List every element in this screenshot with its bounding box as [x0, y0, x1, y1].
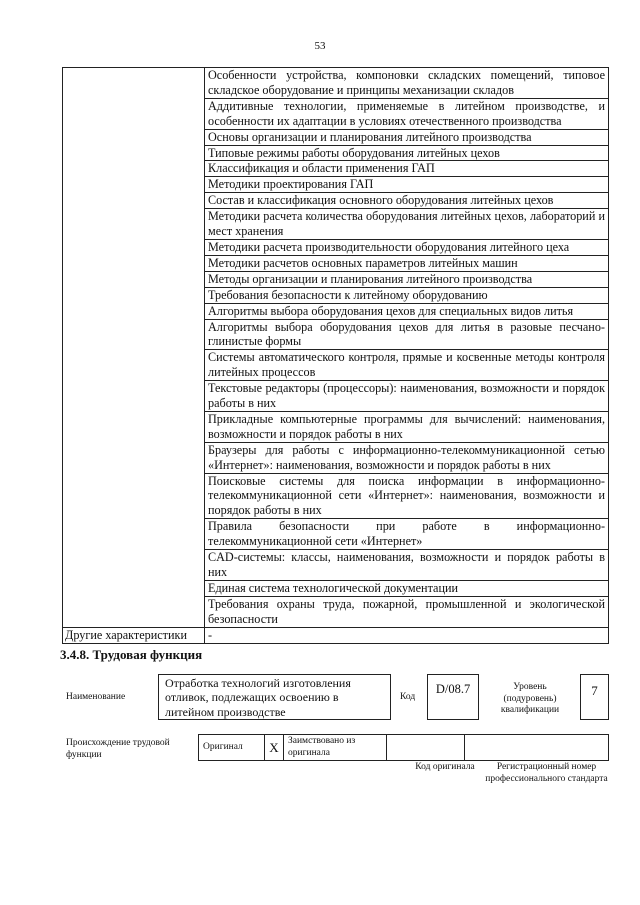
- knowledge-item: Классификация и области применения ГАП: [205, 161, 609, 177]
- function-code-value: D/08.7: [427, 674, 479, 720]
- qualification-level-label: Уровень (подуровень) квалификации: [500, 682, 560, 715]
- other-characteristics-label: Другие характеристики: [63, 627, 205, 643]
- table-row: [63, 68, 609, 99]
- knowledge-item: Методики расчета производительности оборудования литейного цеха: [205, 239, 609, 255]
- knowledge-item: Методики проектирования ГАП: [205, 177, 609, 193]
- name-label: Наименование: [66, 692, 126, 702]
- page-number: 53: [314, 40, 326, 52]
- knowledge-item: Методики расчетов основных параметров литейных машин: [205, 255, 609, 271]
- knowledge-item: Требования безопасности к литейному оборудованию: [205, 287, 609, 303]
- original-code-caption: Код оригинала: [415, 762, 475, 772]
- original-code-cell: [387, 735, 465, 761]
- knowledge-item: Алгоритмы выбора оборудования цехов для специальных видов литья: [205, 303, 609, 319]
- knowledge-item: Системы автоматического контроля, прямые и косвенные методы контроля литейных процессов: [205, 350, 609, 381]
- knowledge-item: Типовые режимы работы оборудования литейных цехов: [205, 145, 609, 161]
- section-title: 3.4.8. Трудовая функция: [60, 647, 203, 662]
- origin-table: [198, 734, 609, 761]
- knowledge-item: CAD-системы: классы, наименования, возможности и порядок работы в них: [205, 550, 609, 581]
- knowledge-item: Методы организации и планирования литейного производства: [205, 271, 609, 287]
- knowledge-item: Требования охраны труда, пожарной, промышленной и экологической безопасности: [205, 596, 609, 627]
- other-characteristics-value: -: [205, 627, 609, 643]
- knowledge-table: [62, 67, 609, 644]
- knowledge-item: Поисковые системы для поиска информации в информационно-телекоммуникационной сети «Интернет»: наименования, возможности и порядок работы в них: [205, 473, 609, 519]
- empty-label-cell: [63, 68, 205, 628]
- knowledge-item: Особенности устройства, компоновки складских помещений, типовое складское оборудование и принципы механизации складов: [205, 68, 609, 99]
- knowledge-item: Основы организации и планирования литейного производства: [205, 129, 609, 145]
- knowledge-item: Браузеры для работы с информационно-телекоммуникационной сетью «Интернет»: наименования, возможности и порядок работы в них: [205, 442, 609, 473]
- knowledge-item: Прикладные компьютерные программы для вычислений: наименования, возможности и порядок работы в них: [205, 411, 609, 442]
- knowledge-item: Состав и классификация основного оборудования литейных цехов: [205, 193, 609, 209]
- knowledge-item: Алгоритмы выбора оборудования цехов для литья в разовые песчано-глинистые формы: [205, 319, 609, 350]
- function-name-value: Отработка технологий изготовления отливок, подлежащих освоению в литейном производстве: [158, 674, 391, 720]
- knowledge-item: Аддитивные технологии, применяемые в литейном производстве, и особенности их адаптации в условиях отечественного производства: [205, 98, 609, 129]
- code-label: Код: [400, 692, 416, 702]
- knowledge-item: Единая система технологической документации: [205, 580, 609, 596]
- original-mark: X: [265, 735, 284, 761]
- knowledge-item: Методики расчета количества оборудования литейных цехов, лабораторий и мест хранения: [205, 209, 609, 240]
- qualification-level-value: 7: [580, 674, 609, 720]
- table-row: [63, 627, 609, 643]
- borrowed-label: Заимствовано из оригинала: [284, 735, 387, 761]
- knowledge-item: Текстовые редакторы (процессоры): наименования, возможности и порядок работы в них: [205, 381, 609, 412]
- original-label: Оригинал: [199, 735, 265, 761]
- registration-number-cell: [465, 735, 609, 761]
- origin-label: Происхождение трудовой функции: [66, 738, 170, 760]
- registration-number-caption: Регистрационный номер профессионального стандарта: [485, 762, 608, 784]
- knowledge-item: Правила безопасности при работе в информационно-телекоммуникационной сети «Интернет»: [205, 519, 609, 550]
